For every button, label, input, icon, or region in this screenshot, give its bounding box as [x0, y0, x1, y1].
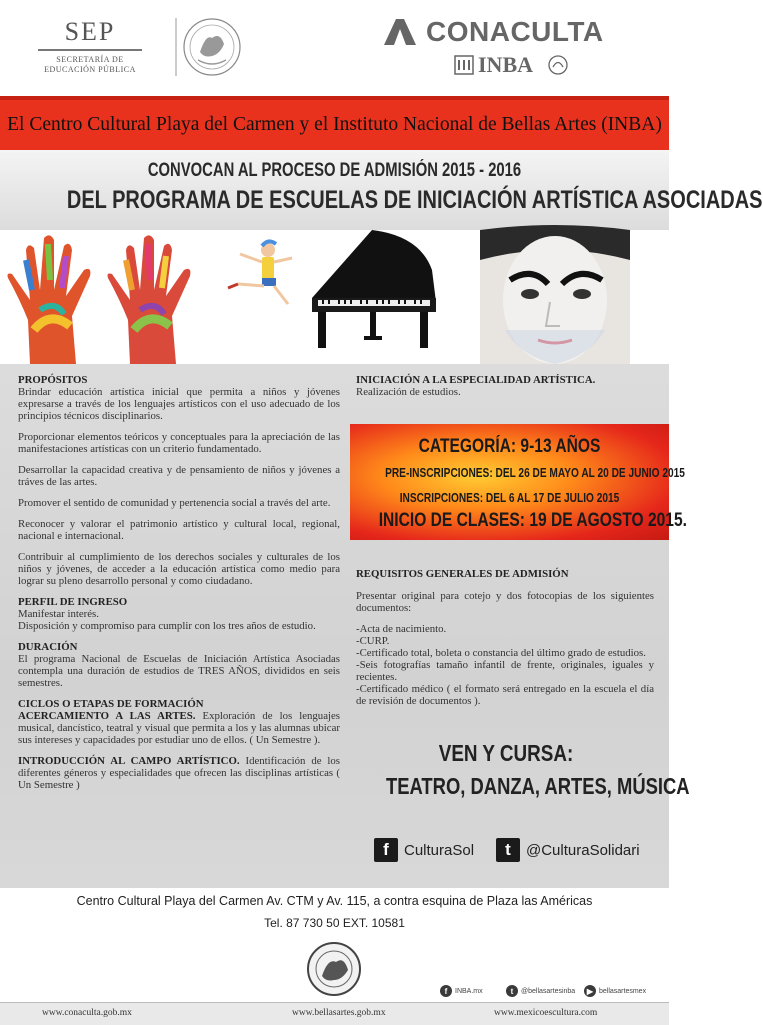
facebook-handle: CulturaSol — [404, 841, 475, 859]
duracion-text: El programa Nacional de Escuelas de Iniciación Artística Asociadas contempla una duración de estudios de TRES AÑOS, divididos en seis semestres. — [18, 653, 340, 689]
ven-heading: VEN Y CURSA: — [438, 740, 574, 766]
headline-block — [0, 150, 763, 230]
grand-piano-image — [312, 230, 436, 348]
sep-logo — [30, 18, 150, 75]
requisito-4: -Seis fotografías tamaño infantil de frente, originales, iguales y recientes. — [356, 659, 654, 683]
requisito-5: -Certificado médico ( el formato será entregado en la escuela el día de revisión de documentos ). — [356, 683, 654, 707]
facebook-link[interactable] — [374, 838, 474, 862]
introduccion-text: Identificación de los diferentes géneros y especialidades que ofrecen las disciplinas artísticas ( Un Semestre ) — [18, 755, 340, 791]
introduccion-paragraph — [18, 755, 340, 791]
headline-line-2: DEL PROGRAMA DE ESCUELAS DE INICIACIÓN ARTÍSTICA ASOCIADAS — [66, 186, 763, 214]
conaculta-logo — [380, 16, 640, 78]
sep-subtitle-1: SECRETARÍA DE — [56, 55, 124, 64]
footer-phone: Tel. 87 730 50 EXT. 10581 — [264, 916, 405, 930]
perfil-1: Manifestar interés. — [18, 608, 99, 620]
sep-logo-text: SEP — [64, 17, 116, 46]
introduccion-heading: INTRODUCCIÓN AL CAMPO ARTÍSTICO. — [18, 755, 240, 767]
requisito-2: -CURP. — [356, 635, 390, 647]
perfil-heading: PERFIL DE INGRESO — [18, 596, 128, 608]
inicio-clases-text: INICIO DE CLASES: 19 DE AGOSTO 2015. — [378, 510, 687, 531]
url-mexicoescultura[interactable]: www.mexicoescultura.com — [494, 1008, 598, 1018]
dancer-image — [228, 241, 292, 304]
right-column-top — [356, 374, 654, 398]
acercamiento-text: Exploración de los lenguajes musical, dancístico, teatral y visual que permita a los y las alumnas ubicar sus intereses y capacidades por estudiar uno de ellos. ( Un Semestre ). — [18, 710, 340, 746]
proposito-2: Proporcionar elementos teóricos y conceptuales para la apreciación de las manifestaciones artísticas con un criterio fundamentado. — [18, 431, 340, 455]
inscripciones-text: INSCRIPCIONES: DEL 6 AL 17 DE JULIO 2015 — [399, 490, 620, 505]
twitter-handle: @CulturaSolidari — [526, 841, 640, 859]
coordinacion-logo-icon — [547, 54, 569, 76]
categoria-text: CATEGORÍA: 9-13 AÑOS — [418, 436, 601, 457]
painted-hand-right-image — [108, 235, 191, 364]
youtube-icon: ▶ — [584, 985, 596, 997]
duracion-heading: DURACIÓN — [18, 641, 78, 653]
photo-strip — [0, 230, 669, 364]
title-banner — [0, 96, 669, 150]
footer-social-youtube-text: bellasartesmex — [599, 987, 647, 995]
requisitos-intro: Presentar original para cotejo y dos fotocopias de los siguientes documentos: — [356, 590, 654, 614]
requisitos-heading: REQUISITOS GENERALES DE ADMISIÓN — [356, 568, 569, 580]
ciclos-heading: CICLOS O ETAPAS DE FORMACIÓN — [18, 698, 204, 710]
requisito-3: -Certificado total, boleta o constancia del último grado de estudios. — [356, 647, 646, 659]
acercamiento-paragraph — [18, 710, 340, 746]
twitter-icon: t — [506, 985, 518, 997]
proposito-4: Promover el sentido de comunidad y pertenencia social a través del arte. — [18, 497, 331, 509]
facebook-icon: f — [374, 838, 398, 862]
twitter-icon: t — [496, 838, 520, 862]
footer-url-bar — [0, 1002, 669, 1025]
headline-line-1: CONVOCAN AL PROCESO DE ADMISIÓN 2015 - 2016 — [147, 160, 522, 181]
url-bellasartes[interactable]: www.bellasartes.gob.mx — [292, 1008, 386, 1018]
iniciacion-text: Realización de estudios. — [356, 386, 461, 398]
facebook-icon: f — [440, 985, 452, 997]
url-conaculta[interactable]: www.conaculta.gob.mx — [42, 1008, 132, 1018]
painted-hand-left-image — [8, 235, 91, 364]
mexico-seal-icon — [176, 14, 242, 80]
acercamiento-heading: ACERCAMIENTO A LAS ARTES. — [18, 710, 196, 722]
requisito-1: -Acta de nacimiento. — [356, 623, 447, 635]
disciplinas-text: TEATRO, DANZA, ARTES, MÚSICA — [386, 773, 690, 799]
footer-social-inba[interactable] — [440, 985, 483, 997]
footer-social-bellasartes-text: @bellasartesinba — [521, 987, 576, 995]
ven-y-cursa — [356, 740, 690, 800]
conaculta-mark-icon — [380, 17, 420, 47]
footer-address: Centro Cultural Playa del Carmen Av. CTM y Av. 115, a contra esquina de Plaza las Américas — [76, 894, 593, 908]
sep-logo-divider — [38, 49, 142, 51]
inba-mark-icon — [454, 55, 474, 75]
twitter-link[interactable] — [496, 838, 640, 862]
preinscripciones-text: PRE-INSCRIPCIONES: DEL 26 DE MAYO AL 20 DE JUNIO 2015 — [385, 465, 685, 480]
footer-social-youtube[interactable] — [584, 985, 646, 997]
category-box — [350, 424, 687, 540]
footer-social-bellasartes[interactable] — [506, 985, 575, 997]
proposito-6: Contribuir al cumplimiento de los derechos sociales y culturales de los niños y jóvenes, de acceder a la educación artística como medio para lograr su pleno desarrollo personal y como ciudadano. — [18, 551, 340, 587]
proposito-5: Reconocer y valorar el patrimonio artístico y cultural local, regional, nacional e internacional. — [18, 518, 340, 542]
proposito-3: Desarrollar la capacidad creativa y de pensamiento de niños y jóvenes a tráves de las artes. — [18, 464, 340, 488]
inba-text: INBA — [478, 52, 534, 77]
left-column — [18, 374, 340, 800]
requisitos-section — [356, 568, 654, 707]
proposito-1: Brindar educación artística inicial que permita a niños y jóvenes expresarse a través de los lenguajes artísticos con el uso adecuado de los principios técnicos disciplinarios. — [18, 386, 340, 422]
iniciacion-heading: INICIACIÓN A LA ESPECIALIDAD ARTÍSTICA. — [356, 374, 596, 386]
mime-face-image — [480, 225, 630, 364]
conaculta-text: CONACULTA — [426, 16, 604, 47]
footer-social-inba-text: INBA.mx — [455, 987, 483, 995]
school-emblem-icon — [304, 940, 364, 998]
banner-text: El Centro Cultural Playa del Carmen y el Instituto Nacional de Bellas Artes (INBA) — [7, 114, 662, 135]
perfil-2: Disposición y compromiso para cumplir con los tres años de estudio. — [18, 620, 316, 632]
propositos-heading: PROPÓSITOS — [18, 374, 88, 386]
sep-subtitle-2: EDUCACIÓN PÚBLICA — [44, 65, 136, 74]
